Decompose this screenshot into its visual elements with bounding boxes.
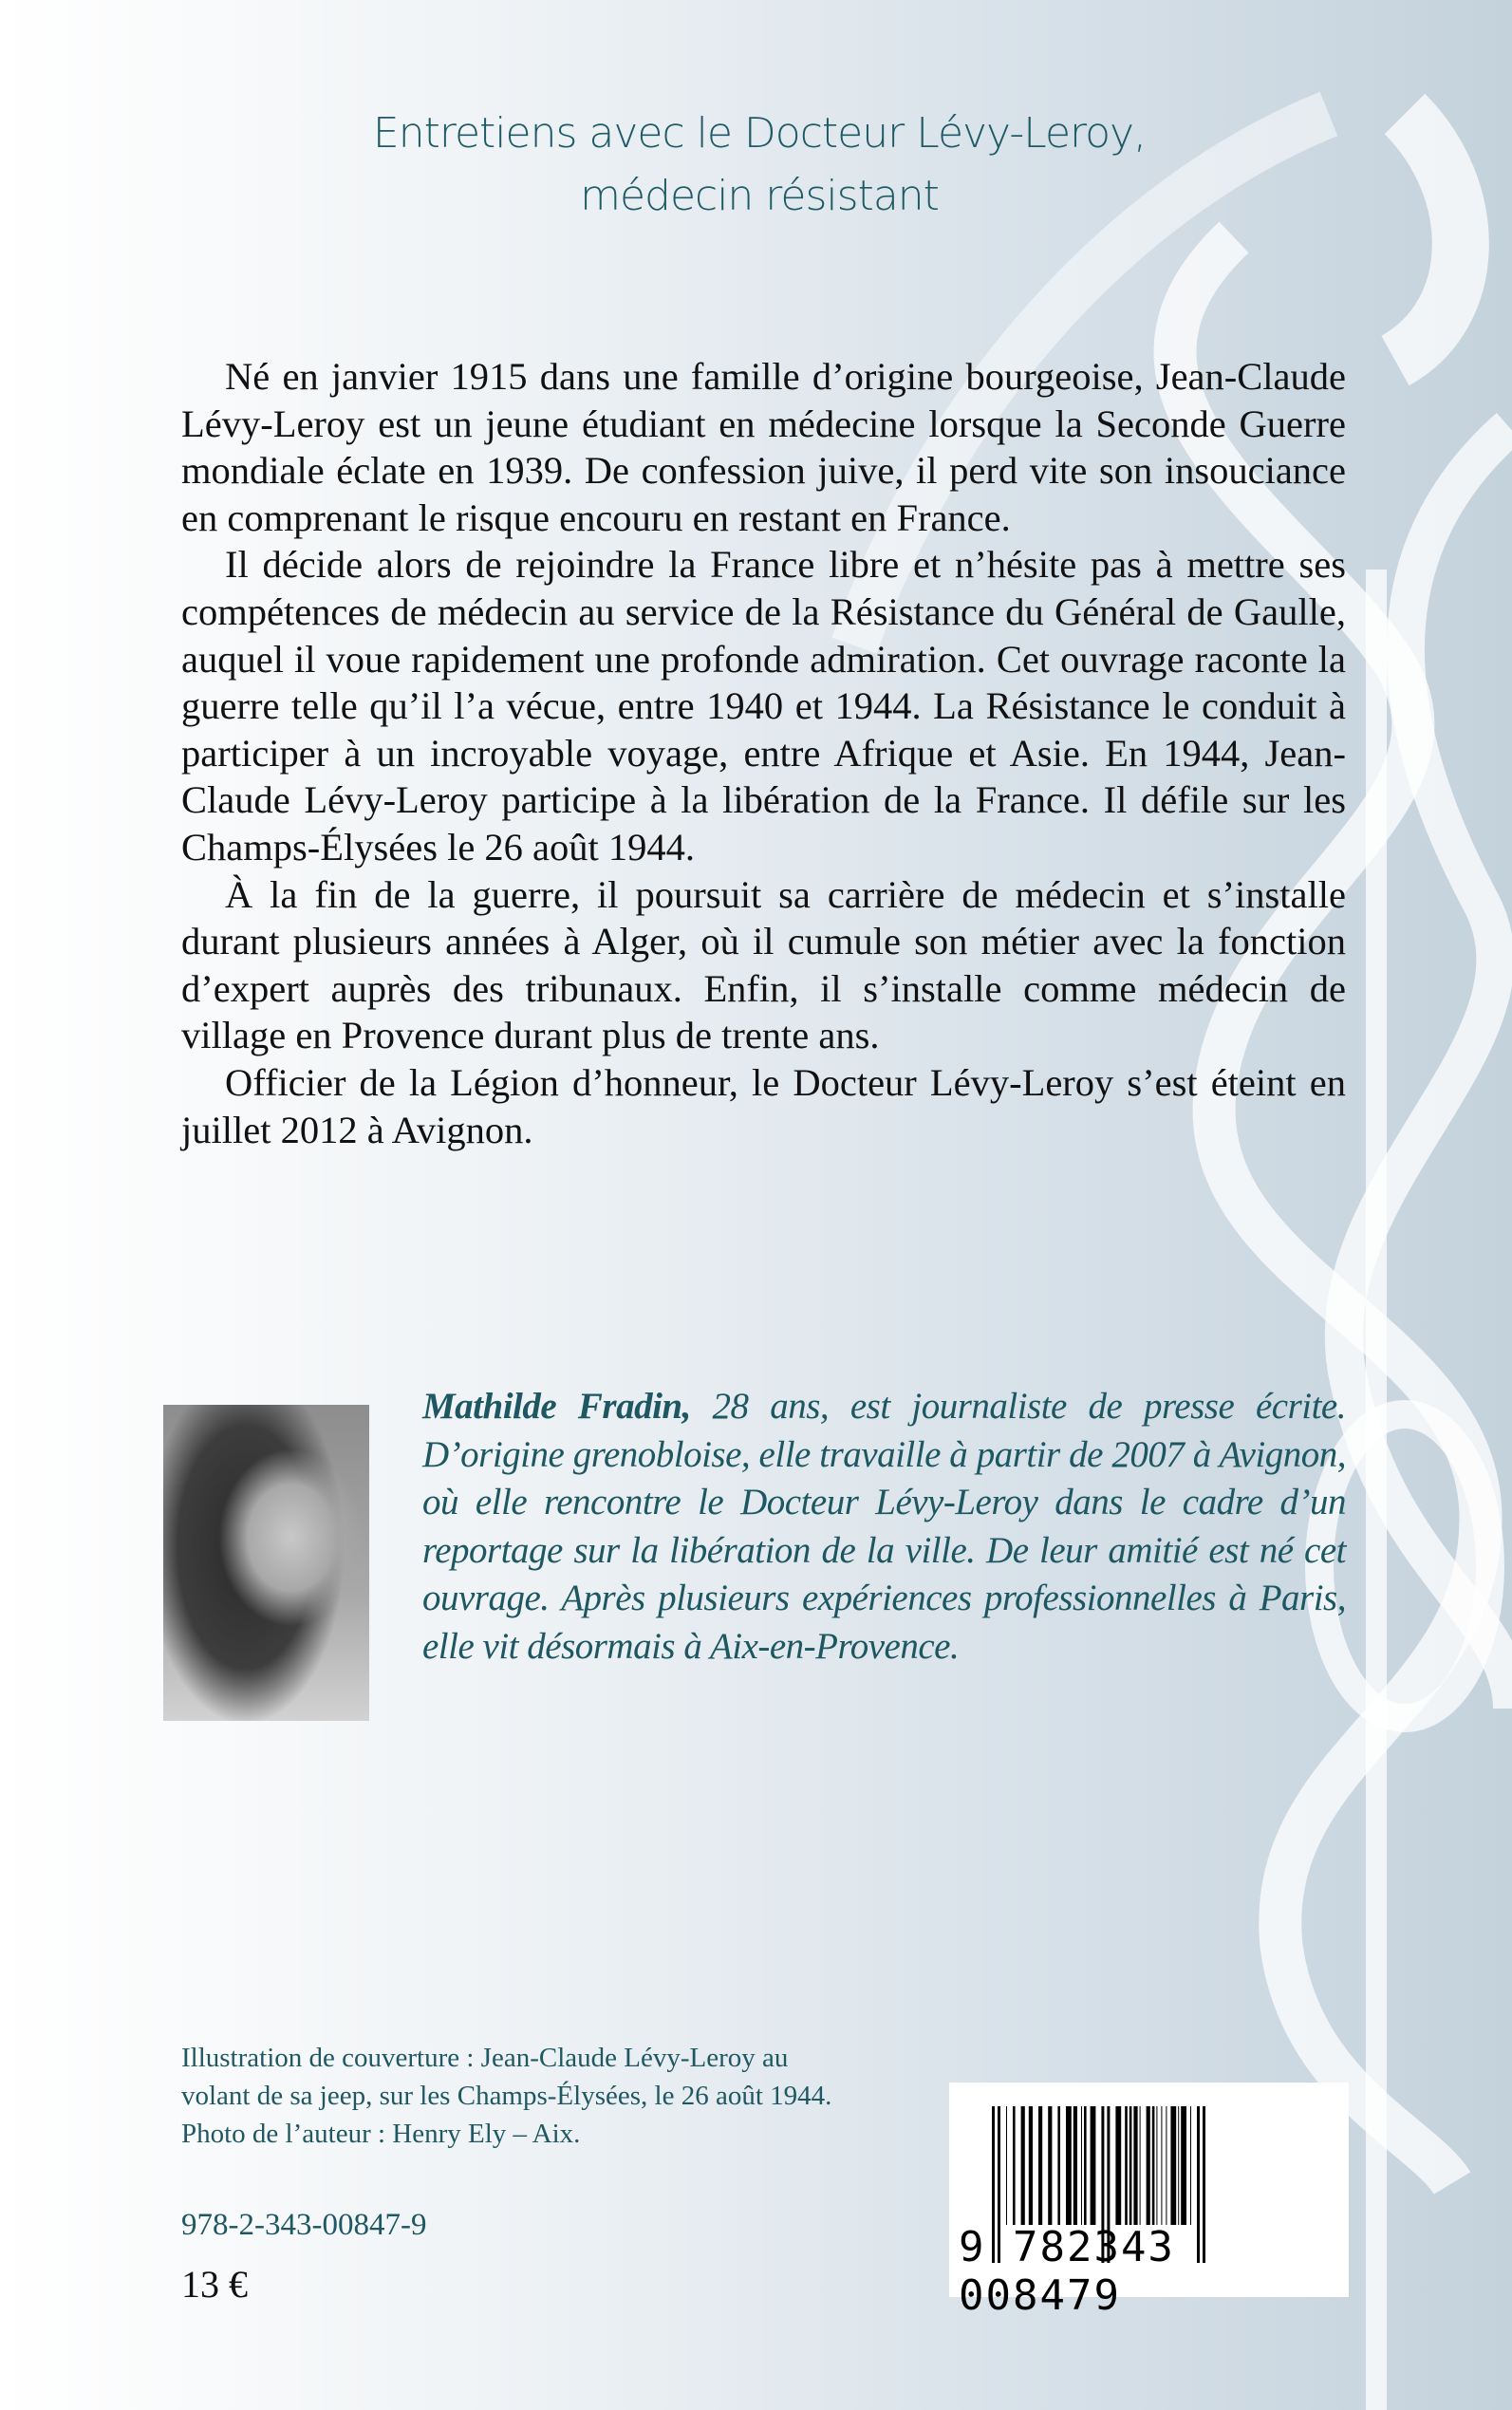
barcode-bar bbox=[1190, 2106, 1191, 2225]
barcode-bar bbox=[1081, 2106, 1082, 2225]
title-line-1: Entretiens avec le Docteur Lévy-Leroy, bbox=[372, 109, 1147, 158]
synopsis-paragraph: Né en janvier 1915 dans une famille d’origine bourgeoise, Jean-Claude Lévy-Leroy est un jeune étudiant en médecine lorsque la Seconde Guerre mondiale éclate en 1939. De confession juive, il perd vite son insouciance en comprenant le risque encouru en restant en France. bbox=[181, 355, 1346, 539]
price: 13 € bbox=[181, 2263, 248, 2306]
synopsis-paragraph: À la fin de la guerre, il poursuit sa carrière de médecin et s’installe durant plusieurs années à Alger, où il cumule son métier avec la fonction d’expert auprès des tribunaux. Enfin, il s’installe comme médecin de village en Provence durant plus de trente ans. bbox=[181, 872, 1346, 1057]
barcode-bar bbox=[1006, 2106, 1007, 2225]
barcode-bar bbox=[1084, 2106, 1087, 2225]
barcode-bar bbox=[1152, 2106, 1155, 2225]
author-photo bbox=[163, 1405, 369, 1721]
title-line-2: médecin résistant bbox=[580, 172, 939, 220]
barcode-digits: 9 782343 008479 bbox=[959, 2223, 1175, 2320]
author-bio-text: 28 ans, est journaliste de presse écrite. D’origine grenobloise, elle travaille à partir de 2007 à Avignon, où elle rencontre le Docteur Lévy-Leroy dans le cadre d’un reportage sur la libération de la ville. De leur amitié est né cet ouvrage. Après plusieurs expériences professionnelles à Paris, elle vit désormais à Aix-en-Provence. bbox=[422, 1386, 1346, 1667]
book-title bbox=[190, 103, 1329, 228]
barcode-bar bbox=[1178, 2106, 1179, 2225]
barcode-bar bbox=[1021, 2106, 1025, 2225]
barcode-bar bbox=[1147, 2106, 1150, 2225]
barcode-bar bbox=[1181, 2106, 1186, 2225]
barcode bbox=[949, 2083, 1349, 2320]
barcode-bar bbox=[1013, 2106, 1016, 2225]
author-bio bbox=[422, 1383, 1346, 1671]
synopsis-paragraph: Il décide alors de rejoindre la France libre et n’hésite pas à mettre ses compétences de médecin au service de la Résistance du Général de Gaulle, auquel il voue rapidement une profonde admiration. Cet ouvrage raconte la guerre telle qu’il l’a vécue, entre 1940 et 1944. La Résistance le conduit à participer à un incroyable voyage, entre Afrique et Asie. En 1944, Jean-Claude Lévy-Leroy participe à la libération de la France. Il défile sur les Champs-Élysées le 26 août 1944. bbox=[181, 543, 1346, 869]
barcode-bar bbox=[1133, 2106, 1137, 2225]
barcode-bar bbox=[1166, 2106, 1167, 2225]
barcode-bar bbox=[1156, 2106, 1157, 2225]
barcode-bar bbox=[1029, 2106, 1033, 2225]
barcode-bar bbox=[1038, 2106, 1042, 2225]
credit-line: volant de sa jeep, sur les Champs-Élysées, le 26 août 1944. bbox=[181, 2081, 832, 2111]
synopsis-paragraph: Officier de la Légion d’honneur, le Docteur Lévy-Leroy s’est éteint en juillet 2012 à Avignon. bbox=[181, 1060, 1346, 1151]
isbn: 978-2-343-00847-9 bbox=[181, 2208, 427, 2242]
barcode-bar bbox=[1073, 2106, 1077, 2225]
barcode-bar bbox=[1048, 2106, 1052, 2225]
barcode-bar bbox=[1170, 2106, 1176, 2225]
credits bbox=[181, 2039, 831, 2153]
barcode-bar bbox=[1057, 2106, 1060, 2225]
barcode-bar bbox=[1125, 2106, 1128, 2225]
barcode-bar bbox=[1140, 2106, 1141, 2225]
barcode-bar bbox=[1115, 2106, 1121, 2225]
barcode-bar bbox=[1066, 2106, 1072, 2225]
barcode-bar bbox=[1091, 2106, 1096, 2225]
synopsis bbox=[181, 353, 1346, 1153]
author-name: Mathilde Fradin, bbox=[422, 1386, 691, 1427]
credit-line: Photo de l’auteur : Henry Ely – Aix. bbox=[181, 2119, 581, 2149]
barcode-bar bbox=[1161, 2106, 1162, 2225]
barcode-bar bbox=[1129, 2106, 1132, 2225]
credit-line: Illustration de couverture : Jean-Claude Lévy-Leroy au bbox=[181, 2043, 789, 2073]
